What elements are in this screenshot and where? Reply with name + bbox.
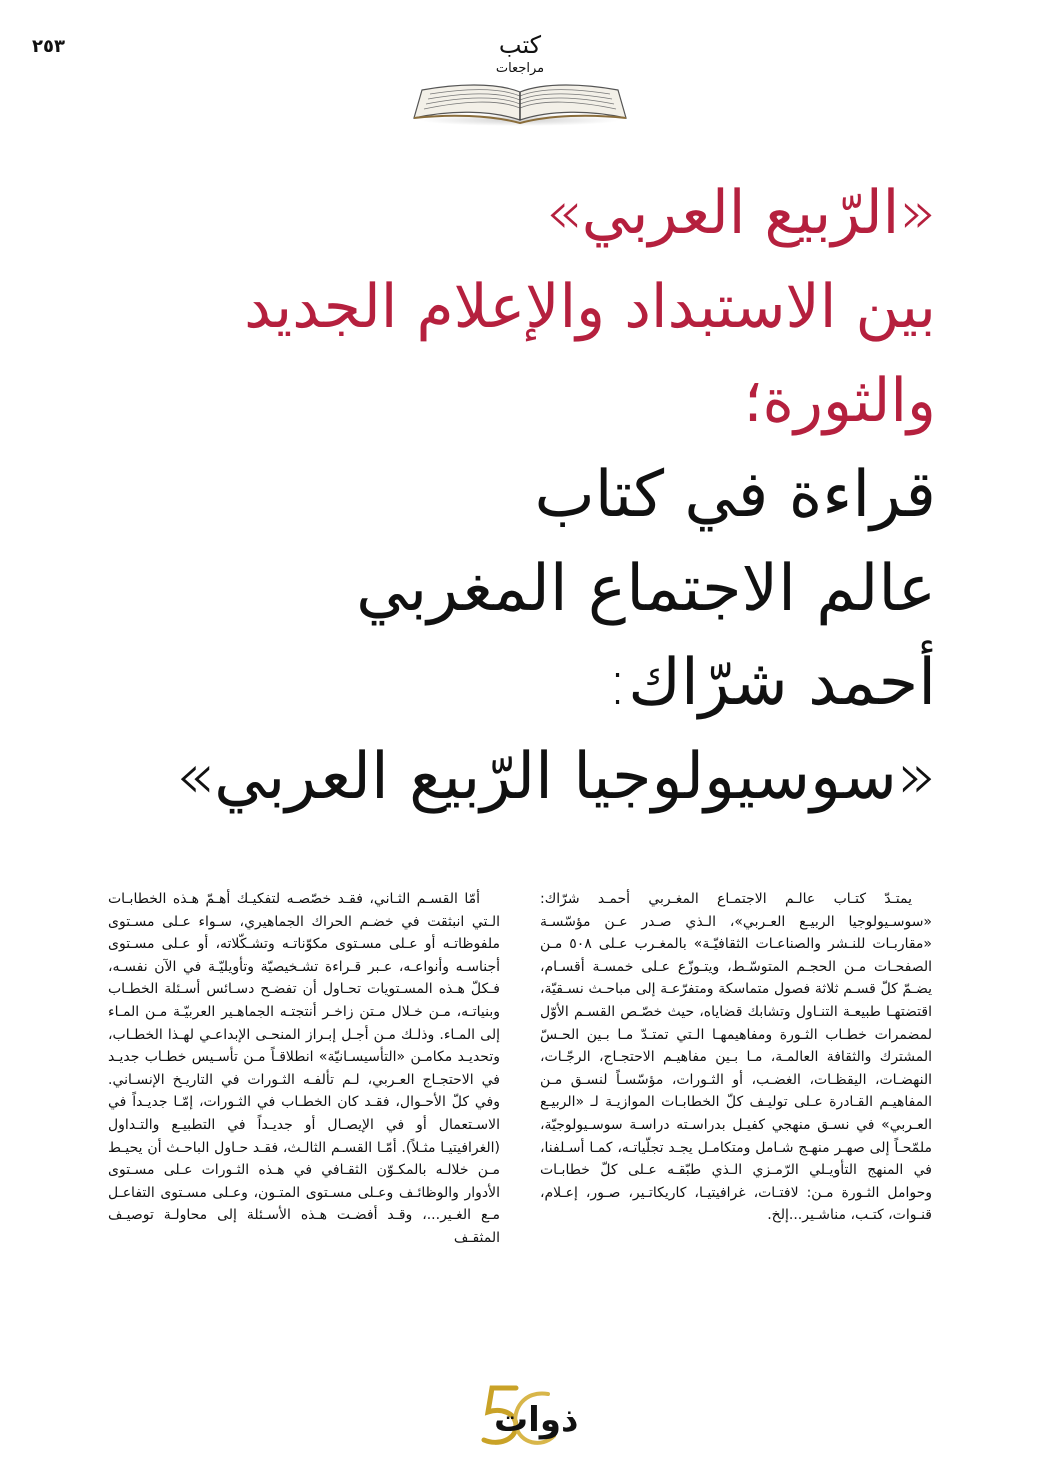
body-paragraph-2: أمّا القسـم الثـاني، فقـد خصّصـه لتفكيـك أهـمّ هـذه الخطابـات الـتي انبثقت في خضـم الحراك الجماهيري، سـواء عـلى مسـتوى ملفوظاتـه أو عـلى مسـتوى مكوّناتـه وتشـكّلاته، أو عـلى مسـتوى أجناسـه وأنواعـه، عـبر قـراءة تشـخيصيّة وتأويليّـة في الآن نفسـه، فـكلّ هـذه المسـتويات تحـاول أن تفضـح دسـائس أسـئلة الخطـاب وبنياتـه، مـن خـلال مـتن زاخـر أنتجتـه الجماهـير العربيّـة مـن المـاء إلى المـاء. وذلـك مـن أجـل إبـراز المنحـى الإبداعـي لهـذا الخطـاب، وتحديـد مكامـن «التأسيسـانيّة» انطلاقـاً مـن تأسـيس خطـاب جديـد في الاحتجـاج العـربي، لـم تألفـه الثـورات في التاريـخ الإنسـاني. وفي كلّ الأحـوال، فقـد كان الخطـاب في الثـورات، إمّـا جديـداً في الاسـتعمال أو في الإيصـال أو جديـداً في التطبيـع والتـداول (الغرافيتيـا مثـلاً). أمّـا القسـم الثالـث، فقـد حـاول الباحـث أن يحيـط مـن خلالـه بالمكـوّن الثقـافي في هـذه الثـورات عـلى مسـتوى الأدوار والوظائـف وعـلى مسـتوى المتـون، وعـلى مسـتوى التفاعـل مـع الغـير...، وقـد أفضـت هـذه الأسـئلة إلى محاولـة توصيـف المثقـف [108, 891, 500, 1246]
headline-line-7: «سوسيولوجيا الرّبيع العربي» [174, 740, 936, 814]
body-column-left [108, 888, 500, 1250]
magazine-logo [476, 1382, 616, 1454]
headline-line-4: قراءة في كتاب [534, 458, 936, 532]
page-number: ٢٥٣ [32, 36, 65, 57]
headline-line-1: «الرّبيع العربي» [545, 178, 936, 248]
section-header [410, 30, 630, 126]
logo-text: ذوات [494, 1400, 579, 1440]
headline-line-6: أحمد شرّاك: [606, 646, 936, 720]
body-column-right [540, 888, 932, 1227]
article-headline [96, 166, 936, 824]
headline-line-5: عالم الاجتماع المغربي [356, 552, 936, 626]
headline-line-3: والثورة؛ [743, 366, 936, 436]
body-paragraph-1: يمتـدّ كتـاب عالـم الاجتمـاع المغـربي أحمـد شرّاك: «سوسـيولوجيا الربيـع العـربي»، الـذي صـدر عـن مؤسّسـة «مقاربـات للنـشر والصناعـات الثقافيّـة» بالمغـرب عـلى ٥٠٨ مـن الصفحـات مـن الحجـم المتوسّـط، ويتـوزّع عـلى خمسـة أقسـام، يضـمّ كلّ قسـم ثلاثة فصول متماسكة ومتفرّعـة إلى مباحـث نسـقيّة، اقتضتهـا طبيعـة التنـاول وتشابك قضاياه، حيث خصّـص القسـم الأوّل لمضمرات خطـاب الثـورة ومفاهيمهـا الـتي تمتـدّ مـا بـين الحـسّ المشترك والثقافة العالمـة، مـا بـين مفاهيـم الاحتجـاج، الرجّـات، النهضـات، اليقظـات، الغضـب، أو الثـورات، مؤسّسـاً لنسـق مـن المفاهيـم القـادرة عـلى توليـف كلّ الخطابـات الموازيـة لـ «الربيـع العـربي» في نسـق منهجي كفيـل بدراسـته دراسـة سوسـيولوجيّة، ملمّحـاً إلى صهـر منهـج شـامل ومتكامـل يجـد تجلّياتـه، كمـا أسـلفنا، في المنهج التأويـلي الرّمـزي الـذي طبّقـه عـلى كلّ خطابـات وحوامل الثـورة مـن: لافتـات، غرافيتيـا، كاريكاتـير، صـور، إعـلام، قنـوات، كتـب، مناشـير...إلخ. [540, 891, 932, 1224]
open-book-icon [410, 78, 630, 126]
section-subtitle: مراجعات [495, 61, 545, 76]
headline-line-2: بين الاستبداد والإعلام الجديد [244, 272, 936, 342]
section-title: كتب [498, 31, 542, 59]
